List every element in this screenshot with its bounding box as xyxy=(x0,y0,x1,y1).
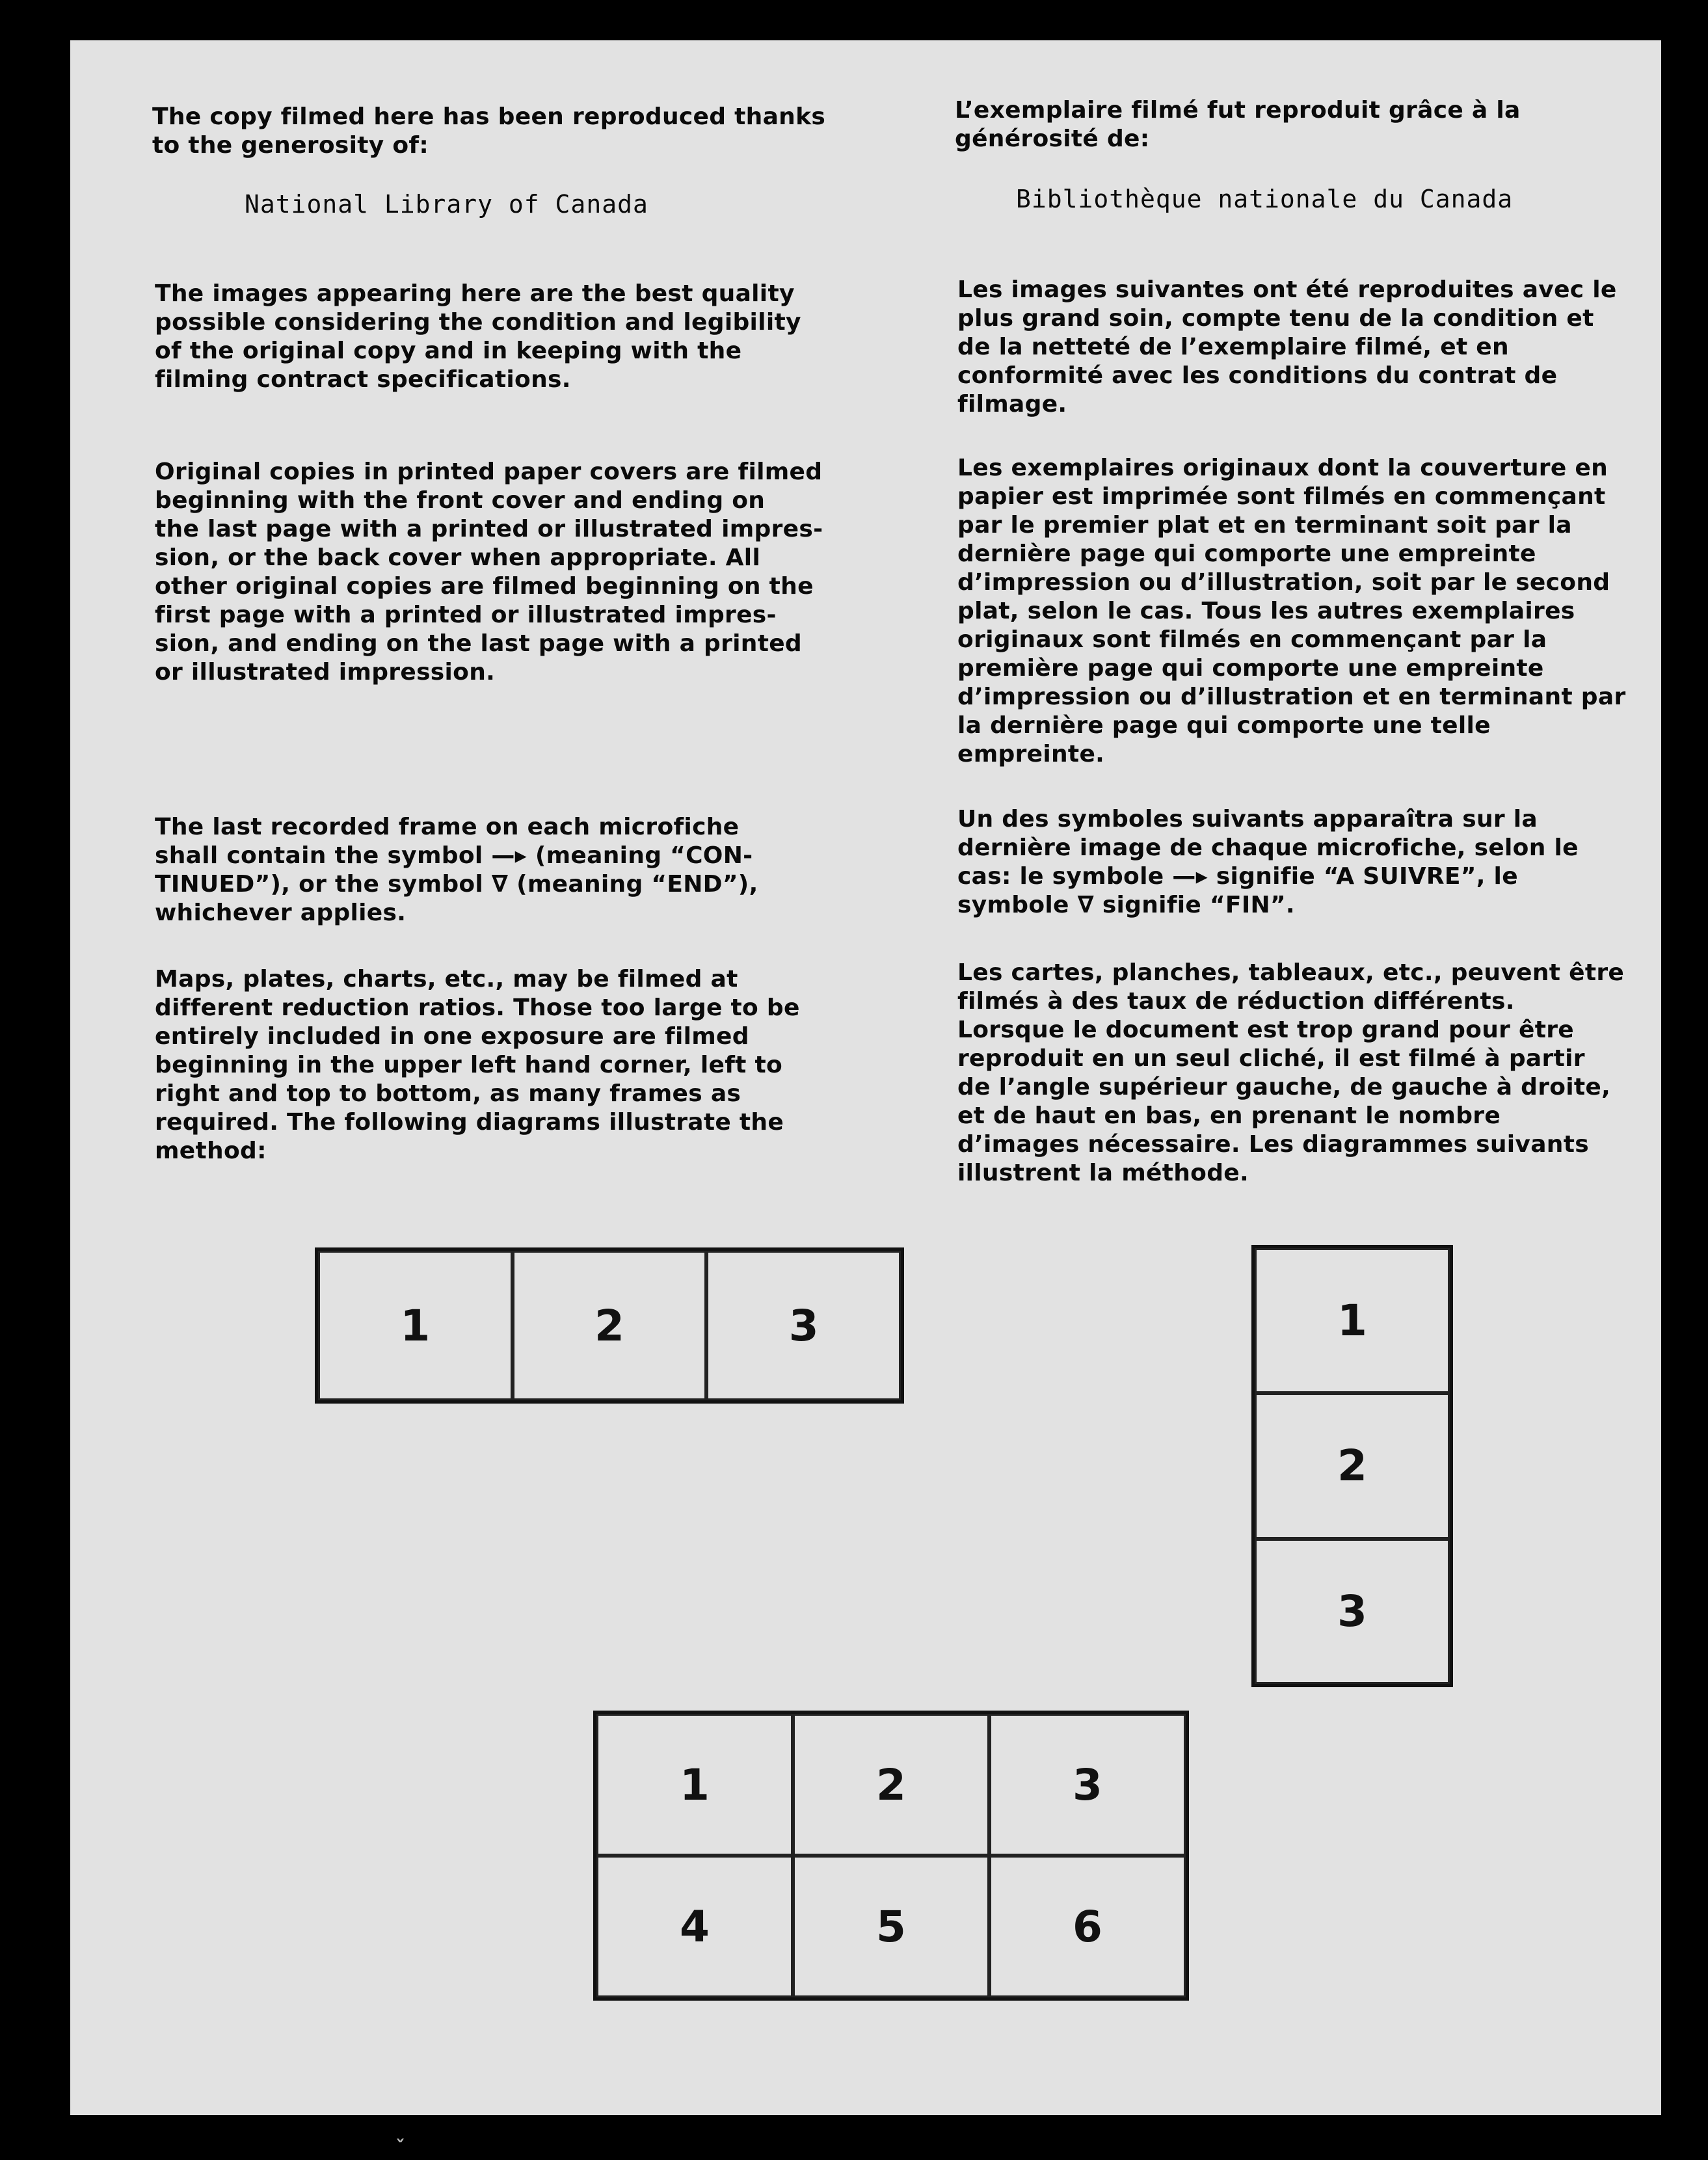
diagram-horizontal xyxy=(315,1247,904,1404)
frame-cell: 4 xyxy=(596,1856,793,1997)
left-symbols-text: The last recorded frame on each microfiche shall contain the symbol —▸ (meaning “CON- TINUED”), or the symbol ∇ (meaning “END”), whichever applies. xyxy=(155,814,758,926)
frame-cell: 2 xyxy=(513,1251,707,1400)
right-thanks-text: L’exemplaire filmé fut reproduit grâce à la générosité de: xyxy=(955,97,1521,152)
right-library-name: Bibliothèque nationale du Canada xyxy=(1016,185,1514,213)
right-originals-text: Les exemplaires originaux dont la couverture en papier est imprimée sont filmés en commençant par le premier plat et en terminant soit par la dernière page qui comporte une empreinte d’impression ou d’illustration, soit par le second plat, selon le cas. Tous les autres exemplaires originaux sont filmés en commençant par la première page qui comporte une empreinte d’impression ou d’illustration et en terminant par la dernière page qui comporte une telle empreinte. xyxy=(957,455,1626,767)
footer-mark: ˇ xyxy=(395,2137,405,2159)
right-quality-text: Les images suivantes ont été reproduites avec le plus grand soin, compte tenu de la condition et de la netteté de l’exemplaire filmé, et en conformité avec les conditions du contrat de filmage. xyxy=(957,276,1617,418)
left-originals-text: Original copies in printed paper covers are filmed beginning with the front cover and ending on the last page with a printed or illustrated impres- sion, or the back cover when appropriate. All other original copies are filmed beginning on the first page with a printed or illustrated impres- sion, and ending on the last page with a printed or illustrated impression. xyxy=(155,459,823,686)
document-page xyxy=(70,40,1661,2115)
left-thanks-text: The copy filmed here has been reproduced thanks to the generosity of: xyxy=(152,103,826,159)
frame-cell: 1 xyxy=(318,1251,513,1400)
frame-cell: 1 xyxy=(1255,1248,1450,1393)
frame-cell: 5 xyxy=(793,1856,989,1997)
left-quality-text: The images appearing here are the best quality possible considering the condition and legibility of the original copy and in keeping with the filming contract specifications. xyxy=(155,280,801,393)
frame-cell: 1 xyxy=(596,1714,793,1856)
left-maps-text: Maps, plates, charts, etc., may be filmed at different reduction ratios. Those too large to be entirely included in one exposure are filmed beginning in the upper left hand corner, left to right and top to bottom, as many frames as required. The following diagrams illustrate the method: xyxy=(155,966,800,1164)
frame-cell: 3 xyxy=(1255,1539,1450,1684)
right-maps-text: Les cartes, planches, tableaux, etc., peuvent être filmés à des taux de réduction différents. Lorsque le document est trop grand pour être reproduit en un seul cliché, il est filmé à partir de l’angle supérieur gauche, de gauche à droite, et de haut en bas, en prenant le nombre d’images nécessaire. Les diagrammes suivants illustrent la méthode. xyxy=(957,959,1625,1186)
diagram-vertical xyxy=(1251,1245,1453,1687)
frame-cell: 3 xyxy=(706,1251,901,1400)
frame-cell: 2 xyxy=(1255,1393,1450,1538)
frame-cell: 3 xyxy=(989,1714,1186,1856)
frame-cell: 6 xyxy=(989,1856,1186,1997)
diagram-grid xyxy=(593,1711,1189,2001)
frame-cell: 2 xyxy=(793,1714,989,1856)
right-symbols-text: Un des symboles suivants apparaîtra sur la dernière image de chaque microfiche, selon le cas: le symbole —▸ signifie “A SUIVRE”, le symbole ∇ signifie “FIN”. xyxy=(957,806,1579,918)
left-library-name: National Library of Canada xyxy=(245,190,648,219)
